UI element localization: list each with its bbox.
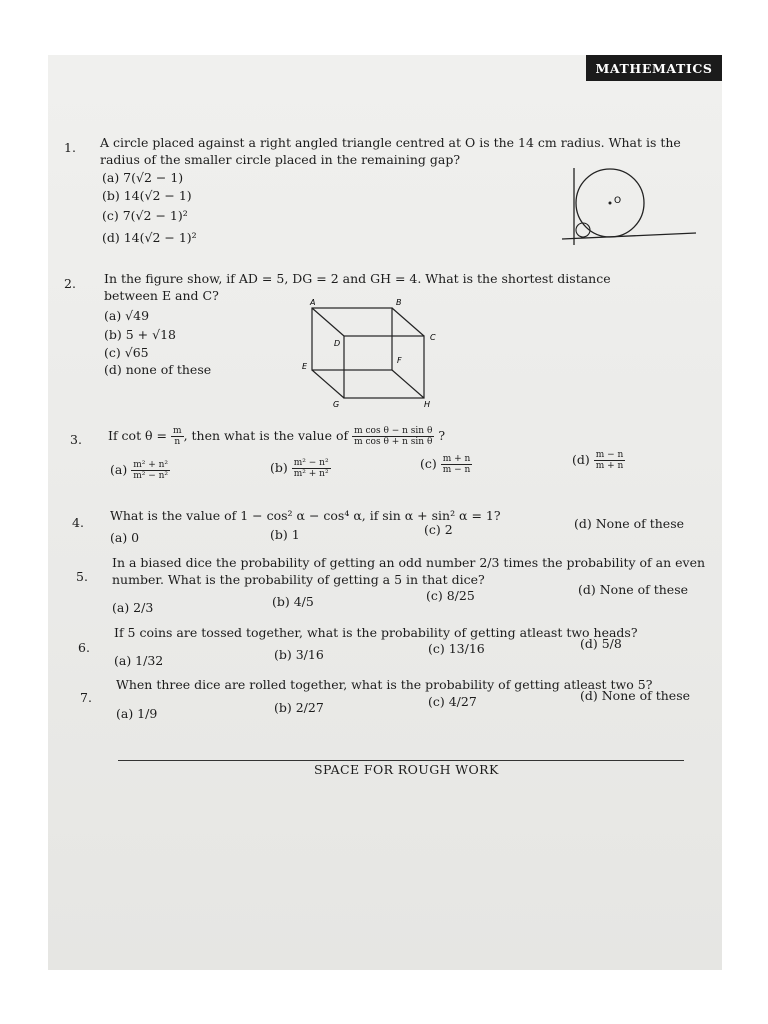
option-c-den: m − n (442, 465, 471, 475)
vertex-h: H (424, 400, 431, 409)
question-6-option-c: (c) 13/16 (428, 641, 485, 656)
option-a-label: (a) (110, 462, 128, 477)
question-6-number: 6. (78, 640, 90, 655)
cot-frac-den: n (174, 437, 181, 447)
vertex-e: E (302, 362, 308, 371)
question-7-option-b: (b) 2/27 (274, 700, 324, 715)
question-5-option-a: (a) 2/3 (112, 600, 154, 615)
question-4-option-c: (c) 2 (424, 522, 453, 537)
expression-den: m cos θ + n sin θ (354, 437, 433, 447)
question-6-option-b: (b) 3/16 (274, 647, 324, 662)
vertex-c: C (430, 333, 436, 342)
vertex-g: G (333, 400, 340, 409)
question-3-text (108, 426, 445, 447)
circle-triangle-figure (560, 160, 700, 250)
question-6-option-d: (d) 5/8 (580, 636, 622, 651)
question-2-option-d: (d) none of these (104, 362, 212, 377)
question-6-option-a: (a) 1/32 (114, 653, 164, 668)
vertex-d: D (334, 339, 341, 348)
question-7-text: When three dice are rolled together, what is the probability of getting atleast two 5? (116, 677, 653, 692)
cuboid-figure (296, 296, 446, 414)
vertex-a: A (310, 298, 316, 307)
question-1-option-a: (a) 7(√2 − 1) (102, 170, 184, 185)
question-5-option-b: (b) 4/5 (272, 594, 314, 609)
question-6-text: If 5 coins are tossed together, what is the probability of getting atleast two heads? (114, 625, 638, 640)
question-4-option-d: (d) None of these (574, 516, 685, 531)
question-3-text-mid: , then what is the value of (183, 428, 349, 443)
subject-badge: MATHEMATICS (586, 55, 722, 81)
question-5-text: In a biased dice the probability of getting an odd number 2/3 times the probability of an even number. What is the probability of getting a 5 in that dice? (112, 555, 706, 587)
option-b-num: m² − n² (293, 458, 329, 468)
question-5-option-c: (c) 8/25 (426, 588, 475, 603)
option-d-label: (d) (572, 452, 590, 467)
question-5-number: 5. (76, 569, 88, 584)
question-3-option-b (270, 458, 331, 479)
center-label-o: O (614, 196, 622, 206)
cot-fraction (171, 426, 184, 447)
question-7-option-d: (d) None of these (580, 688, 691, 703)
option-c-num: m + n (442, 454, 471, 464)
option-d-num: m − n (595, 450, 624, 460)
rough-work-divider (118, 760, 684, 761)
question-4-text: What is the value of 1 − cos² α − cos⁴ α, if sin α + sin² α = 1? (110, 508, 501, 523)
rough-work-label: SPACE FOR ROUGH WORK (314, 762, 499, 777)
question-1-option-b: (b) 14(√2 − 1) (102, 188, 192, 203)
question-2-option-b: (b) 5 + √18 (104, 327, 176, 342)
question-1-option-c: (c) 7(√2 − 1)² (102, 208, 188, 223)
question-3-option-d (572, 450, 625, 471)
question-2-text: In the figure show, if AD = 5, DG = 2 and GH = 4. What is the shortest distance between E and C? (104, 271, 611, 303)
option-c-label: (c) (420, 456, 437, 471)
question-2-number: 2. (64, 276, 76, 291)
question-3-number: 3. (70, 432, 82, 447)
vertex-f: F (397, 356, 402, 365)
expression-num: m cos θ − n sin θ (354, 426, 433, 436)
option-b-den: m² + n² (293, 469, 329, 479)
vertex-b: B (396, 298, 402, 307)
option-a-num: m² + n² (133, 460, 169, 470)
option-b-label: (b) (270, 460, 288, 475)
option-a-den: m² − n² (133, 471, 169, 481)
question-2-option-c: (c) √65 (104, 345, 149, 360)
question-4-option-b: (b) 1 (270, 527, 300, 542)
question-3-text-pre: If cot θ = (108, 428, 168, 443)
expression-fraction (352, 426, 434, 447)
question-3-option-c (420, 454, 472, 475)
question-1-option-d: (d) 14(√2 − 1)² (102, 230, 197, 245)
question-4-number: 4. (72, 515, 84, 530)
question-5-option-d: (d) None of these (578, 582, 689, 597)
option-d-den: m + n (595, 461, 624, 471)
cot-frac-num: m (173, 426, 182, 436)
question-7-number: 7. (80, 690, 92, 705)
question-3-text-end: ? (438, 428, 446, 443)
question-1-number: 1. (64, 140, 76, 155)
question-3-option-a (110, 460, 170, 481)
question-4-option-a: (a) 0 (110, 530, 140, 545)
question-7-option-c: (c) 4/27 (428, 694, 477, 709)
question-1-text: A circle placed against a right angled triangle centred at O is the 14 cm radius. What is the radius of the smaller circle placed in the remaining gap? (100, 135, 681, 167)
question-7-option-a: (a) 1/9 (116, 706, 158, 721)
question-2-option-a: (a) √49 (104, 308, 150, 323)
